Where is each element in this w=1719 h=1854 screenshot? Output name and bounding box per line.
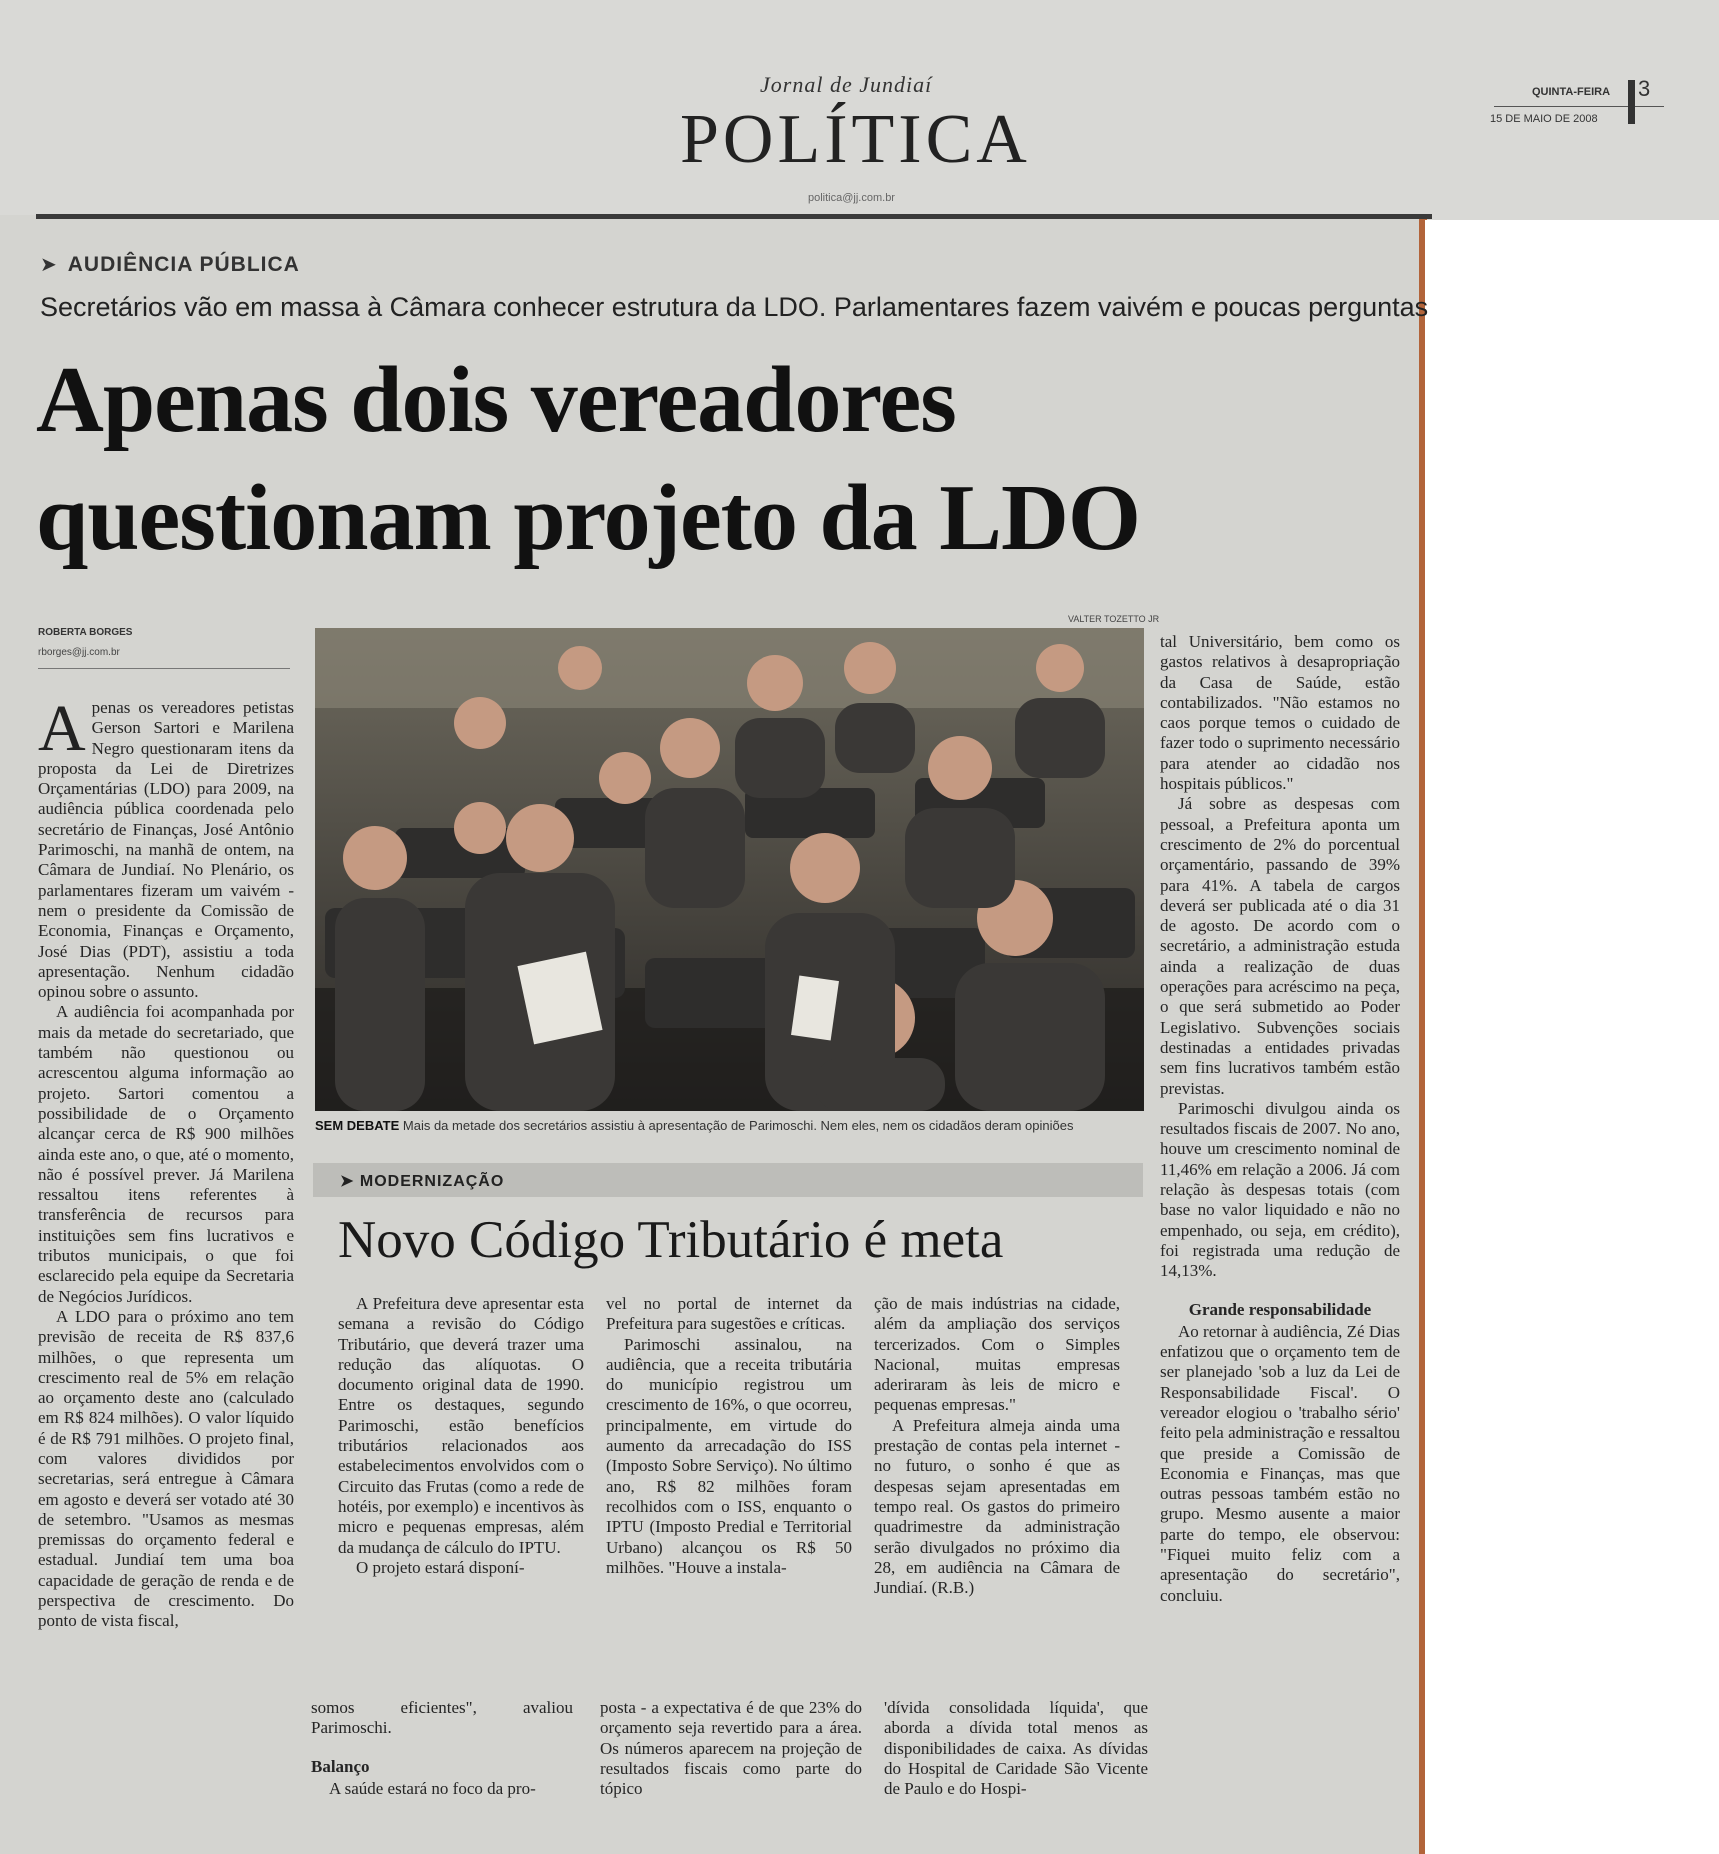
blank-margin xyxy=(1425,220,1719,1854)
section-email: politica@jj.com.br xyxy=(808,192,895,204)
subheading-grande-responsabilidade: Grande responsabilidade xyxy=(1188,1299,1372,1319)
paragraph: O projeto estará disponí- xyxy=(356,1557,525,1577)
caption-label: SEM DEBATE xyxy=(315,1118,400,1133)
article-kicker xyxy=(40,252,300,277)
article-column-1 xyxy=(38,692,294,1632)
byline-rule xyxy=(38,668,290,669)
headline-line-2: questionam projeto da LDO xyxy=(36,465,1140,570)
page-number-bar xyxy=(1628,80,1635,124)
paragraph: 'dívida consolidada líquida', que aborda a dívida total menos as disponibilidades de caixa. As dívidas do Hospital de Caridade São Vicente de Paulo e do Hospi- xyxy=(884,1698,1148,1799)
paragraph: A LDO para o próximo ano tem previsão de receita de R$ 837,6 milhões, o que representa um crescimento real de 5% em relação ao orçamento deste ano (calculado em R$ 824 milhões). O valor líquido é de R$ 791 milhões. O projeto final, com valores divididos por secretarias, será entregue à Câmara em agosto e deverá ser votado até 30 de setembro. "Usamos as mesmas premissas do orçamento federal e estadual. Jundiaí tem uma boa capacidade de geração de renda e de perspectiva de crescimento. Do ponto de vista fiscal, xyxy=(38,1306,294,1631)
paragraph: A Prefeitura almeja ainda uma prestação de contas pela internet - no futuro, o sonho é que as despesas sejam apresentadas em tempo real. Os gastos do primeiro quadrimestre da administração serão divulgados no próximo dia 28, em audiência na Câmara de Jundiaí. (R.B.) xyxy=(874,1415,1120,1598)
newspaper-logo: Jornal de Jundiaí xyxy=(760,72,933,97)
page-number: 3 xyxy=(1638,76,1651,101)
sidebar-column-3 xyxy=(874,1294,1120,1598)
section-title: POLÍTICA xyxy=(680,101,1031,178)
byline-email: rborges@jj.com.br xyxy=(38,647,120,658)
article-subhead: Secretários vão em massa à Câmara conhecer estrutura da LDO. Parlamentares fazem vaivém e poucas perguntas xyxy=(40,292,1429,322)
date-rule xyxy=(1494,106,1664,107)
paragraph: A saúde estará no foco da pro- xyxy=(329,1778,536,1798)
paragraph: ção de mais indústrias na cidade, além da ampliação dos serviços tercerizados. Com o Simples Nacional, muitas empresas aderiraram às leis de micro e pequenas empresas." xyxy=(874,1294,1120,1415)
paragraph: posta - a expectativa é de que 23% do orçamento seja revertido para a área. Os números aparecem na projeção de resultados fiscais como parte do tópico xyxy=(600,1698,862,1799)
sidebar-kicker: ➤ MODERNIZAÇÃO xyxy=(340,1173,505,1190)
article-column-5 xyxy=(1160,632,1400,1606)
paragraph: Ao retornar à audiência, Zé Dias enfatizou que o orçamento tem de ser planejado 'sob a luz da Lei de Responsabilidade Fiscal'. O vereador elogiou o 'trabalho sério' feito pela administração e ressaltou que preside a Comissão de Economia e Finanças, mas que outras pessoas também estão no grupo. Mesmo ausente a maior parte do tempo, ele observou: "Fiquei muito feliz com a apresentação do secretário", concluiu. xyxy=(1160,1321,1400,1605)
arrow-icon: ➤ xyxy=(40,254,58,276)
paragraph: vel no portal de internet da Prefeitura para sugestões e críticas. xyxy=(606,1294,852,1334)
audience-photo xyxy=(315,628,1144,1111)
subheading-balanco: Balanço xyxy=(311,1756,370,1776)
paragraph: Apenas os vereadores petistas Gerson Sartori e Marilena Negro questionaram itens da proposta da Lei de Diretrizes Orçamentárias (LDO) para 2009, na audiência pública coordenada pelo secretário de Finanças, José Antônio Parimoschi, na manhã de ontem, na Câmara de Jundiaí. No Plenário, os parlamentares fizeram um vaivém - nem o presidente da Comissão de Economia, Finanças e Orçamento, José Dias (PDT), assistiu a toda apresentação. Nenhum cidadão opinou sobre o assunto. xyxy=(38,692,294,1002)
dropcap: A xyxy=(38,692,86,765)
paragraph: Parimoschi assinalou, na audiência, que a receita tributária do município registrou um crescimento de 16%, o que ocorreu, principalmente, em virtude do aumento da arrecadação do ISS (Imposto Sobre Serviço). No último ano, R$ 82 milhões foram recolhidos com o ISS, enquanto o IPTU (Imposto Predial e Territorial Urbano) alcançou os R$ 50 milhões. "Houve a instala- xyxy=(606,1334,852,1577)
headline-line-1: Apenas dois vereadores xyxy=(36,348,956,452)
sidebar-headline: Novo Código Tributário é meta xyxy=(338,1211,1004,1269)
paragraph: A audiência foi acompanhada por mais da metade do secretariado, que também não questionou ou acrescentou alguma informação ao projeto. Sartori comentou a possibilidade de o Orçamento alcançar cerca de R$ 900 milhões ainda este ano, o que, até o momento, não é possível prever. Já Marilena ressaltou itens referentes à transferência de recursos para instituições sem fins lucrativos e tributos municipais, o que foi esclarecido pela equipe da Secretaria de Negócios Jurídicos. xyxy=(38,1002,294,1306)
header-rule xyxy=(36,214,1432,219)
paragraph: tal Universitário, bem como os gastos relativos à desapropriação da Casa de Saúde, estão contabilizados. "Não estamos no caos porque temos o cuidado de fazer todo o suprimento necessário para atender ao cidadão nos hospitais públicos." xyxy=(1160,632,1400,794)
sidebar-column-2 xyxy=(606,1294,852,1578)
audience-photo-image xyxy=(315,628,1144,1111)
photo-credit: VALTER TOZETTO JR xyxy=(1068,614,1160,624)
issue-date: 15 DE MAIO DE 2008 xyxy=(1490,113,1598,125)
paragraph: A Prefeitura deve apresentar esta semana a revisão do Código Tributário, que deverá trazer uma redução das alíquotas. O documento original data de 1990. Entre os destaques, segundo Parimoschi, estão benefícios tributários relacionados aos estabelecimentos envolvidos com o Circuito das Frutas (como a rede de hotéis, por exemplo) e incentivos às micro e pequenas empresas, além da mudança de cálculo do IPTU. xyxy=(338,1294,584,1557)
article-column-2 xyxy=(311,1698,573,1799)
article-column-4 xyxy=(884,1698,1148,1799)
byline-author: ROBERTA BORGES xyxy=(38,627,133,638)
paragraph: somos eficientes", avaliou Parimoschi. xyxy=(311,1698,573,1738)
paragraph: Parimoschi divulgou ainda os resultados fiscais de 2007. No ano, houve um crescimento nominal de 11,46% em relação a 2006. Já com relação às despesas totais (com base no valor liquidado e não no empenhado, ou seja, em crédito), foi registrada uma redução de 14,13%. xyxy=(1160,1098,1400,1281)
arrow-icon: ➤ xyxy=(340,1173,360,1190)
paragraph: Já sobre as despesas com pessoal, a Prefeitura aponta um crescimento de 2% do porcentual orçamentário, passando de 39% para 41%. A tabela de cargos deverá ser publicada até o dia 31 de agosto. De acordo com o secretário, a administração estuda ainda a realização de duas operações para acréscimo na peça, o que será submetido ao Poder Legislativo. Subvenções sociais destinadas a entidades privadas sem fins lucrativos também estão previstas. xyxy=(1160,794,1400,1098)
weekday: QUINTA-FEIRA xyxy=(1532,86,1611,98)
sidebar-column-1 xyxy=(338,1294,584,1578)
article-column-3 xyxy=(600,1698,862,1799)
caption-text: Mais da metade dos secretários assistiu à apresentação de Parimoschi. Nem eles, nem os cidadãos deram opiniões xyxy=(402,1118,1074,1133)
photo-caption xyxy=(315,1118,1150,1133)
kicker-label: AUDIÊNCIA PÚBLICA xyxy=(67,253,300,276)
article-headline xyxy=(36,342,1140,577)
